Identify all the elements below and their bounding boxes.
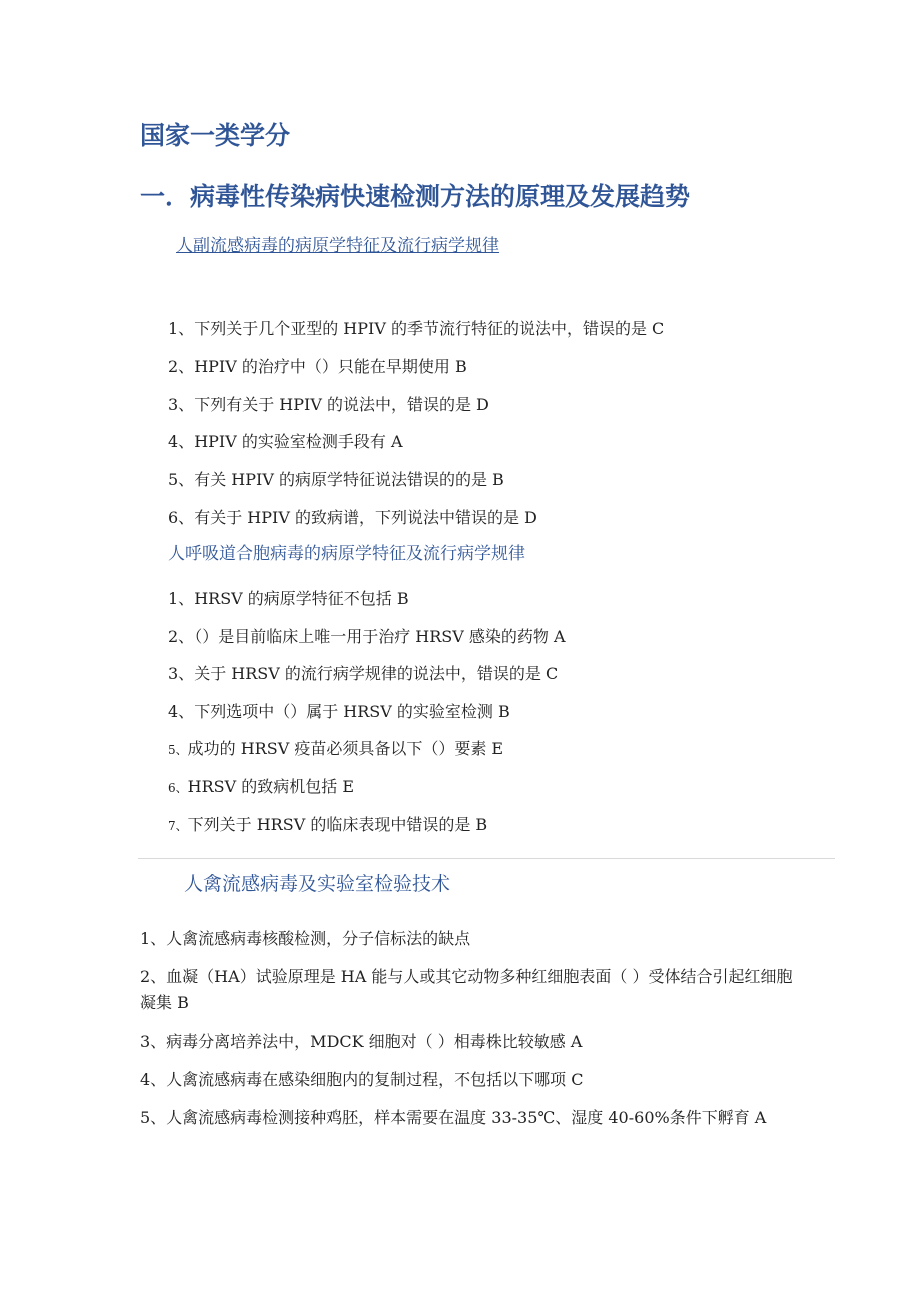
question-text: HRSV 的病原学特征不包括 B <box>194 589 409 608</box>
question-item <box>168 624 566 650</box>
question-number: 1、 <box>168 589 195 608</box>
question-item <box>168 316 664 342</box>
question-text: （）是目前临床上唯一用于治疗 HRSV 感染的药物 A <box>194 627 566 646</box>
question-text: 成功的 HRSV 疫苗必须具备以下（）要素 E <box>187 739 504 758</box>
question-item: 5、人禽流感病毒检测接种鸡胚，样本需要在温度 33-35℃、湿度 40-60%条件下孵育 A <box>140 1108 767 1127</box>
question-number: 3、 <box>168 395 195 414</box>
question-number: 6、 <box>168 508 195 527</box>
chapter-title: 一．病毒性传染病快速检测方法的原理及发展趋势 <box>140 182 691 211</box>
question-number: 4、 <box>168 702 195 721</box>
question-text: 关于 HRSV 的流行病学规律的说法中，错误的是 C <box>194 664 559 683</box>
question-item <box>168 467 504 493</box>
question-text: HRSV 的致病机包括 E <box>187 777 355 796</box>
section-link-hpiv[interactable]: 人副流感病毒的病原学特征及流行病学规律 <box>176 236 499 256</box>
question-item <box>168 736 503 763</box>
question-text: 有关 HPIV 的病原学特征说法错误的的是 B <box>194 470 504 489</box>
question-item: 4、人禽流感病毒在感染细胞内的复制过程，不包括以下哪项 C <box>140 1070 584 1089</box>
question-item <box>168 429 403 455</box>
question-item <box>168 812 487 839</box>
question-number: 7、 <box>168 819 188 833</box>
question-item: 3、病毒分离培养法中，MDCK 细胞对（ ）相毒株比较敏感 A <box>140 1032 583 1051</box>
question-text: HPIV 的实验室检测手段有 A <box>194 432 403 451</box>
question-item <box>168 586 409 612</box>
question-item <box>168 392 489 418</box>
question-number: 5、 <box>168 470 195 489</box>
question-item <box>168 774 354 801</box>
question-number: 5、 <box>168 743 188 757</box>
question-item <box>168 661 558 687</box>
section-divider <box>138 858 835 859</box>
question-item: 2、血凝（HA）试验原理是 HA 能与人或其它动物多种红细胞表面（ ）受体结合引起红细胞凝集 B <box>140 967 793 1012</box>
page-title: 国家一类学分 <box>140 121 291 150</box>
question-item <box>168 505 537 531</box>
question-number: 3、 <box>168 664 195 683</box>
question-number: 4、 <box>168 432 195 451</box>
question-text: HPIV 的治疗中（）只能在早期使用 B <box>194 357 467 376</box>
question-number: 2、 <box>168 357 195 376</box>
section-heading-avian-flu: 人禽流感病毒及实验室检验技术 <box>184 873 451 895</box>
question-text: 下列关于几个亚型的 HPIV 的季节流行特征的说法中，错误的是 C <box>194 319 665 338</box>
question-item <box>168 699 510 725</box>
question-item <box>168 354 467 380</box>
question-item: 1、人禽流感病毒核酸检测，分子信标法的缺点 <box>140 929 471 948</box>
question-text: 下列关于 HRSV 的临床表现中错误的是 B <box>187 815 488 834</box>
question-number: 2、 <box>168 627 195 646</box>
section-heading-hrsv: 人呼吸道合胞病毒的病原学特征及流行病学规律 <box>168 544 525 564</box>
question-text: 下列有关于 HPIV 的说法中，错误的是 D <box>194 395 489 414</box>
question-text: 有关于 HPIV 的致病谱，下列说法中错误的是 D <box>194 508 537 527</box>
question-number: 6、 <box>168 781 188 795</box>
question-number: 1、 <box>168 319 195 338</box>
question-text: 下列选项中（）属于 HRSV 的实验室检测 B <box>194 702 510 721</box>
